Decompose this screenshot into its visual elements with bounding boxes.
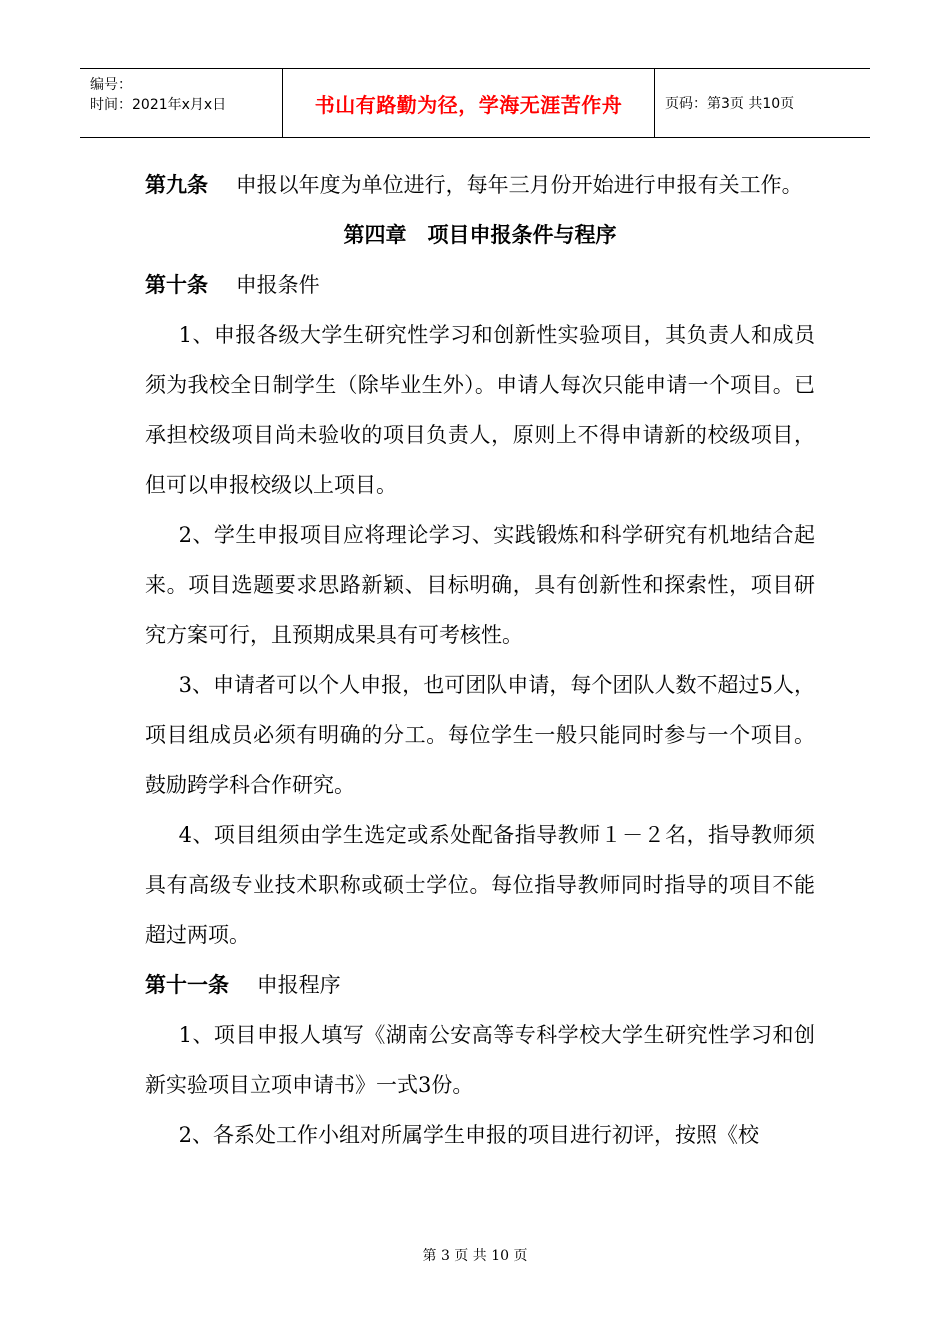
article-11-item: 2、各系处工作小组对所属学生申报的项目进行初评，按照《校: [178, 1123, 759, 1147]
article-10-item: 4、项目组须由学生选定或系处配备指导教师１－２名，指导教师须具有高级专业技术职称或硕士学位。每位指导教师同时指导的项目不能超过两项。: [145, 823, 815, 947]
article-9-title: 第九条: [145, 172, 208, 197]
article-10: [145, 260, 815, 310]
document-date-label: 时间：2021年x月x日: [90, 97, 227, 113]
header-info-cell: [80, 69, 283, 137]
article-11-item: 1、项目申报人填写《湖南公安高等专科学校大学生研究性学习和创新实验项目立项申请书》一式3份。: [145, 1023, 815, 1097]
chapter-4-title: 第四章 项目申报条件与程序: [343, 222, 617, 247]
header-motto: 书山有路勤为径，学海无涯苦作舟: [314, 92, 623, 117]
article-9: [145, 160, 815, 210]
page-footer: 第 3 页 共 10 页: [422, 1248, 528, 1264]
document-body: [145, 160, 815, 1160]
article-11: [145, 960, 815, 1010]
article-9-text: 申报以年度为单位进行，每年三月份开始进行申报有关工作。: [235, 173, 803, 197]
header-motto-cell: [283, 69, 655, 137]
article-10-item: 2、学生申报项目应将理论学习、实践锻炼和科学研究有机地结合起来。项目选题要求思路新颖、目标明确，具有创新性和探索性，项目研究方案可行，且预期成果具有可考核性。: [145, 523, 815, 647]
page-header: [80, 68, 870, 138]
article-11-text: 申报程序: [256, 973, 341, 997]
article-10-item: 3、申请者可以个人申报，也可团队申请，每个团队人数不超过5人，项目组成员必须有明确的分工。每位学生一般只能同时参与一个项目。鼓励跨学科合作研究。: [145, 673, 815, 797]
article-10-text: 申报条件: [235, 273, 320, 297]
document-number-label: 编号：: [90, 77, 132, 93]
article-11-title: 第十一条: [145, 972, 229, 997]
header-page-info: 页码：第3页 共10页: [665, 96, 795, 112]
article-10-title: 第十条: [145, 272, 208, 297]
article-10-item: 1、申报各级大学生研究性学习和创新性实验项目，其负责人和成员须为我校全日制学生（除毕业生外）。申请人每次只能申请一个项目。已承担校级项目尚未验收的项目负责人，原则上不得申请新的校级项目，但可以申报校级以上项目。: [145, 323, 815, 497]
